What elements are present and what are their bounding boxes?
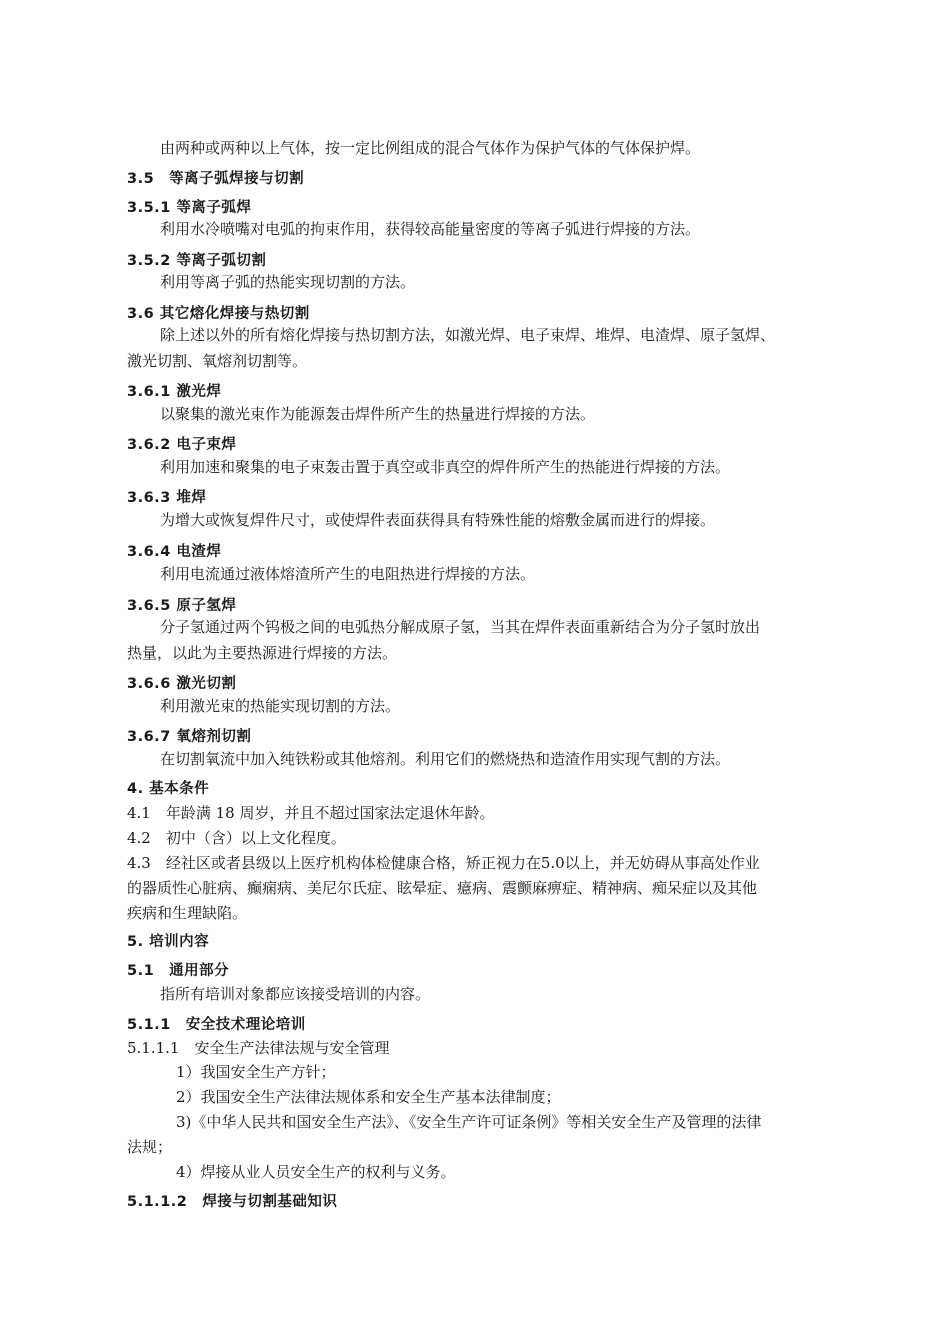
- paragraph-line: 除上述以外的所有熔化焊接与热切割方法，如激光焊、电子束焊、堆焊、电渣焊、原子氢焊、: [160, 326, 776, 344]
- paragraph-line: 由两种或两种以上气体，按一定比例组成的混合气体作为保护气体的气体保护焊。: [160, 139, 701, 157]
- section-heading-5-1-1-1: 5.1.1.1 安全生产法律法规与安全管理: [127, 1039, 390, 1057]
- paragraph-line: 的器质性心脏病、癫痫病、美尼尔氏症、眩晕症、癔病、震颤麻痹症、精神病、痴呆症以及其他: [127, 879, 758, 897]
- section-heading-3-5: 3.5 等离子弧焊接与切割: [127, 171, 305, 187]
- section-heading-5-1-1: 5.1.1 安全技术理论培训: [127, 1017, 306, 1033]
- list-item: 3)《中华人民共和国安全生产法》、《安全生产许可证条例》等相关安全生产及管理的法律: [176, 1113, 762, 1131]
- section-heading-3-6-6: 3.6.6 激光切割: [127, 676, 237, 692]
- paragraph-line: 激光切割、氧熔剂切割等。: [127, 352, 308, 370]
- paragraph-line: 利用水冷喷嘴对电弧的拘束作用，获得较高能量密度的等离子弧进行焊接的方法。: [160, 220, 701, 238]
- section-heading-3-5-2: 3.5.2 等离子弧切割: [127, 253, 267, 269]
- paragraph-line: 利用等离子弧的热能实现切割的方法。: [160, 273, 416, 291]
- list-item: 4）焊接从业人员安全生产的权利与义务。: [176, 1163, 456, 1181]
- paragraph-line: 分子氢通过两个钨极之间的电弧热分解成原子氢，当其在焊件表面重新结合为分子氢时放出: [160, 618, 761, 636]
- paragraph-line: 利用加速和聚集的电子束轰击置于真空或非真空的焊件所产生的热能进行焊接的方法。: [160, 458, 731, 476]
- section-heading-3-6: 3.6 其它熔化焊接与热切割: [127, 306, 310, 322]
- paragraph-line: 利用激光束的热能实现切割的方法。: [160, 697, 401, 715]
- section-heading-3-5-1: 3.5.1 等离子弧焊: [127, 200, 252, 216]
- list-item-continuation: 法规；: [127, 1138, 173, 1156]
- paragraph-line: 4.2 初中（含）以上文化程度。: [127, 829, 346, 847]
- section-heading-3-6-1: 3.6.1 激光焊: [127, 384, 222, 400]
- paragraph-line: 在切割氧流中加入纯铁粉或其他熔剂。利用它们的燃烧热和造渣作用实现气割的方法。: [160, 750, 731, 768]
- section-heading-5: 5. 培训内容: [127, 934, 210, 950]
- list-item: 2）我国安全生产法律法规体系和安全生产基本法律制度；: [176, 1088, 561, 1106]
- list-item: 1）我国安全生产方针；: [176, 1063, 336, 1081]
- paragraph-line: 为增大或恢复焊件尺寸，或使焊件表面获得具有特殊性能的熔敷金属而进行的焊接。: [160, 511, 716, 529]
- paragraph-line: 热量，以此为主要热源进行焊接的方法。: [127, 644, 398, 662]
- section-heading-3-6-5: 3.6.5 原子氢焊: [127, 598, 237, 614]
- section-heading-3-6-4: 3.6.4 电渣焊: [127, 544, 222, 560]
- paragraph-line: 4.3 经社区或者县级以上医疗机构体检健康合格，矫正视力在5.0以上，并无妨碍从事高处作业: [127, 854, 760, 872]
- section-heading-3-6-3: 3.6.3 堆焊: [127, 490, 207, 506]
- paragraph-line: 疾病和生理缺陷。: [127, 904, 248, 922]
- paragraph-line: 利用电流通过液体熔渣所产生的电阻热进行焊接的方法。: [160, 565, 536, 583]
- paragraph-line: 以聚集的激光束作为能源轰击焊件所产生的热量进行焊接的方法。: [160, 405, 596, 423]
- paragraph-line: 指所有培训对象都应该接受培训的内容。: [160, 985, 431, 1003]
- section-heading-3-6-2: 3.6.2 电子束焊: [127, 437, 237, 453]
- paragraph-line: 4.1 年龄满 18 周岁，并且不超过国家法定退休年龄。: [127, 804, 495, 822]
- section-heading-4: 4. 基本条件: [127, 781, 210, 797]
- section-heading-3-6-7: 3.6.7 氧熔剂切割: [127, 729, 252, 745]
- section-heading-5-1: 5.1 通用部分: [127, 963, 230, 979]
- section-heading-5-1-1-2: 5.1.1.2 焊接与切割基础知识: [127, 1194, 338, 1210]
